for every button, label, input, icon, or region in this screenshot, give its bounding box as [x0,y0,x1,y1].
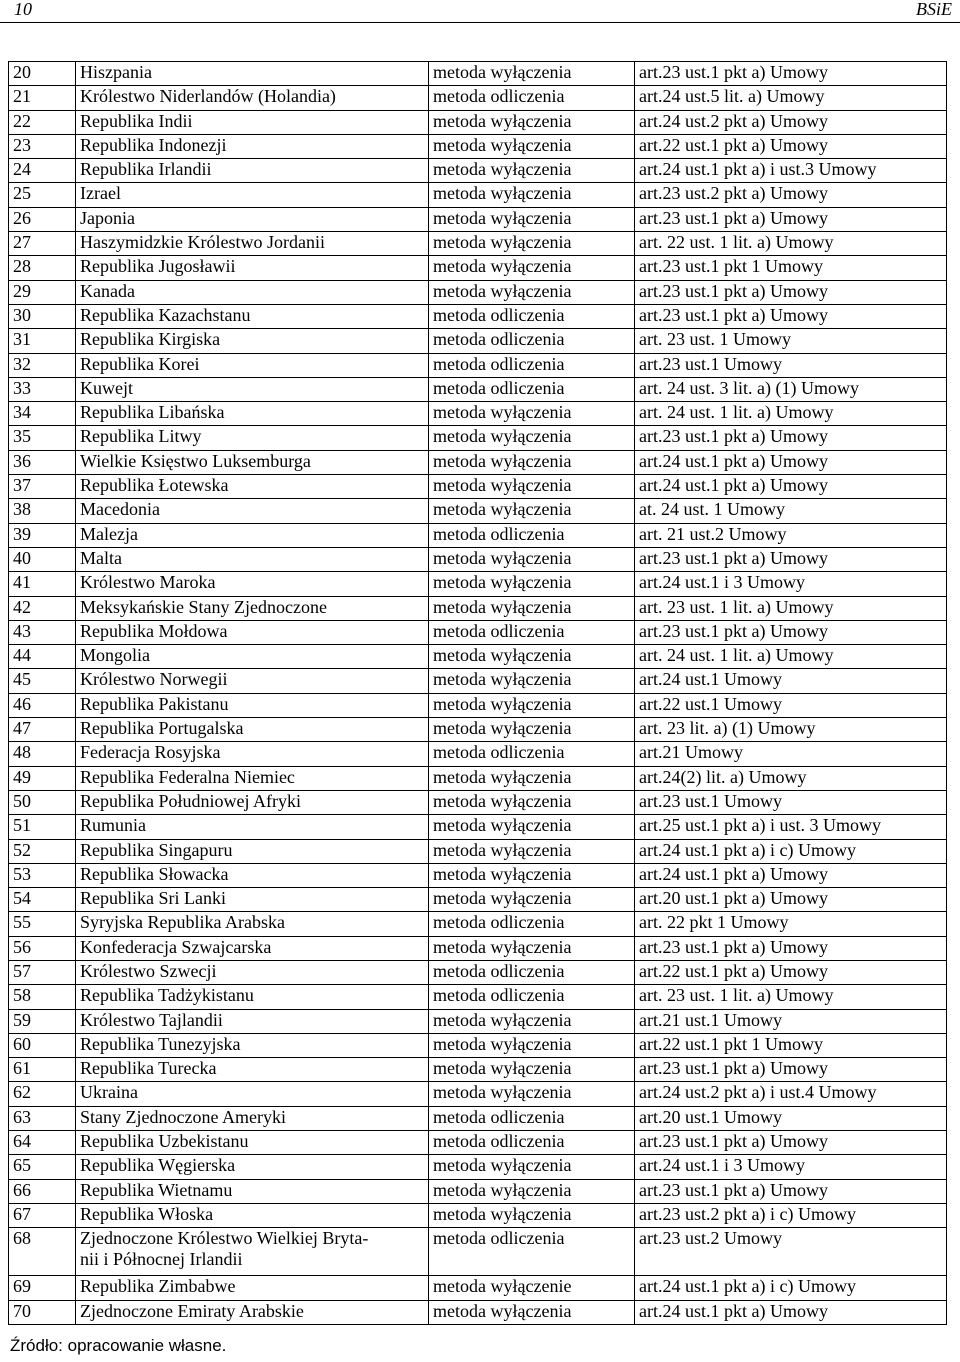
table-row [9,718,947,742]
table-row [9,450,947,474]
table-row [9,1203,947,1227]
method-cell: metoda odliczenia [429,377,635,401]
method-cell: metoda wyłączenia [429,693,635,717]
method-cell: metoda wyłączenia [429,183,635,207]
table-row [9,547,947,571]
legal-basis-cell: art.24(2) lit. a) Umowy [635,766,947,790]
table-row [9,669,947,693]
legal-basis-cell: art.23 ust.2 Umowy [635,1228,947,1276]
table-row [9,1106,947,1130]
country-name-cell: Republika Włoska [76,1203,429,1227]
row-number-cell: 37 [9,475,76,499]
legal-basis-cell: art.23 ust.1 pkt a) Umowy [635,304,947,328]
row-number-cell: 47 [9,718,76,742]
country-name-cell: Mongolia [76,645,429,669]
method-cell: metoda wyłączenia [429,402,635,426]
method-cell: metoda odliczenia [429,960,635,984]
legal-basis-cell: art.22 ust.1 Umowy [635,693,947,717]
country-name-cell: Republika Korei [76,353,429,377]
legal-basis-cell: art. 23 ust. 1 Umowy [635,329,947,353]
country-name-cell: Rumunia [76,815,429,839]
row-number-cell: 42 [9,596,76,620]
method-cell: metoda wyłączenia [429,256,635,280]
table-row [9,110,947,134]
legal-basis-cell: art.24 ust.1 i 3 Umowy [635,572,947,596]
table-row [9,426,947,450]
row-number-cell: 62 [9,1082,76,1106]
table-row [9,936,947,960]
country-name-cell: Republika Południowej Afryki [76,790,429,814]
method-cell: metoda wyłączenia [429,134,635,158]
country-name-cell: Republika Litwy [76,426,429,450]
legal-basis-cell: art.23 ust.2 pkt a) Umowy [635,183,947,207]
legal-basis-cell: art.21 ust.1 Umowy [635,1009,947,1033]
legal-basis-cell: art.20 ust.1 pkt a) Umowy [635,888,947,912]
country-name-cell: Zjednoczone Królestwo Wielkiej Bryta- nii i Północnej Irlandii [76,1228,429,1276]
table-row [9,1155,947,1179]
table-row [9,1131,947,1155]
legal-basis-cell: art.23 ust.1 pkt a) Umowy [635,1058,947,1082]
legal-basis-cell: art. 24 ust. 3 lit. a) (1) Umowy [635,377,947,401]
row-number-cell: 57 [9,960,76,984]
row-number-cell: 70 [9,1300,76,1324]
legal-basis-cell: art.21 Umowy [635,742,947,766]
row-number-cell: 53 [9,863,76,887]
country-name-cell: Republika Portugalska [76,718,429,742]
table-row [9,863,947,887]
row-number-cell: 66 [9,1179,76,1203]
legal-basis-cell: art.24 ust.2 pkt a) Umowy [635,110,947,134]
row-number-cell: 38 [9,499,76,523]
method-cell: metoda wyłączenia [429,766,635,790]
row-number-cell: 52 [9,839,76,863]
legal-basis-cell: art.22 ust.1 pkt a) Umowy [635,960,947,984]
country-name-cell: Japonia [76,207,429,231]
header-publication: BSiE [916,0,952,19]
legal-basis-cell: at. 24 ust. 1 Umowy [635,499,947,523]
table-row [9,280,947,304]
row-number-cell: 41 [9,572,76,596]
country-name-cell: Republika Turecka [76,1058,429,1082]
method-cell: metoda wyłączenia [429,280,635,304]
method-cell: metoda wyłączenia [429,426,635,450]
table-row [9,1179,947,1203]
country-name-cell: Republika Mołdowa [76,620,429,644]
method-cell: metoda odliczenia [429,353,635,377]
method-cell: metoda odliczenia [429,1228,635,1276]
method-cell: metoda wyłączenia [429,718,635,742]
country-name-cell: Republika Kirgiska [76,329,429,353]
table-row [9,766,947,790]
table-row [9,1009,947,1033]
row-number-cell: 49 [9,766,76,790]
row-number-cell: 40 [9,547,76,571]
table-row [9,839,947,863]
legal-basis-cell: art.23 ust.1 pkt a) Umowy [635,1179,947,1203]
method-cell: metoda wyłączenia [429,1058,635,1082]
row-number-cell: 24 [9,159,76,183]
row-number-cell: 32 [9,353,76,377]
method-cell: metoda odliczenia [429,86,635,110]
treaty-methods-table [8,61,947,1325]
country-name-cell: Republika Pakistanu [76,693,429,717]
method-cell: metoda wyłączenia [429,110,635,134]
method-cell: metoda odliczenia [429,912,635,936]
method-cell: metoda wyłączenie [429,1276,635,1300]
row-number-cell: 36 [9,450,76,474]
legal-basis-cell: art.24 ust.1 pkt a) i ust.3 Umowy [635,159,947,183]
table-row [9,183,947,207]
method-cell: metoda wyłączenia [429,1155,635,1179]
legal-basis-cell: art.24 ust.1 pkt a) Umowy [635,450,947,474]
row-number-cell: 68 [9,1228,76,1276]
method-cell: metoda wyłączenia [429,547,635,571]
legal-basis-cell: art.23 ust.1 pkt a) Umowy [635,1131,947,1155]
method-cell: metoda wyłączenia [429,669,635,693]
legal-basis-cell: art.23 ust.1 pkt a) Umowy [635,936,947,960]
table-row [9,256,947,280]
row-number-cell: 46 [9,693,76,717]
row-number-cell: 64 [9,1131,76,1155]
table-row [9,62,947,86]
method-cell: metoda odliczenia [429,329,635,353]
legal-basis-cell: art. 24 ust. 1 lit. a) Umowy [635,402,947,426]
table-row [9,960,947,984]
method-cell: metoda wyłączenia [429,499,635,523]
country-name-cell: Republika Słowacka [76,863,429,887]
country-name-cell: Republika Singapuru [76,839,429,863]
table-body [9,62,947,1325]
method-cell: metoda wyłączenia [429,159,635,183]
country-name-cell: Republika Sri Lanki [76,888,429,912]
row-number-cell: 45 [9,669,76,693]
method-cell: metoda wyłączenia [429,572,635,596]
table-row [9,888,947,912]
method-cell: metoda wyłączenia [429,1009,635,1033]
table-row [9,1033,947,1057]
row-number-cell: 55 [9,912,76,936]
row-number-cell: 54 [9,888,76,912]
table-row [9,159,947,183]
table-row [9,645,947,669]
country-name-cell: Republika Węgierska [76,1155,429,1179]
country-name-cell: Izrael [76,183,429,207]
country-name-cell: Syryjska Republika Arabska [76,912,429,936]
country-name-cell: Konfederacja Szwajcarska [76,936,429,960]
row-number-cell: 30 [9,304,76,328]
legal-basis-cell: art.22 ust.1 pkt 1 Umowy [635,1033,947,1057]
country-name-cell: Królestwo Tajlandii [76,1009,429,1033]
table-row [9,304,947,328]
method-cell: metoda wyłączenia [429,936,635,960]
method-cell: metoda odliczenia [429,304,635,328]
country-name-cell: Macedonia [76,499,429,523]
table-row [9,596,947,620]
table-row [9,377,947,401]
row-number-cell: 65 [9,1155,76,1179]
country-name-cell: Republika Tadżykistanu [76,985,429,1009]
legal-basis-cell: art.23 ust.1 Umowy [635,353,947,377]
row-number-cell: 34 [9,402,76,426]
method-cell: metoda wyłączenia [429,450,635,474]
legal-basis-cell: art. 24 ust. 1 lit. a) Umowy [635,645,947,669]
row-number-cell: 50 [9,790,76,814]
method-cell: metoda wyłączenia [429,1300,635,1324]
country-name-cell: Republika Irlandii [76,159,429,183]
country-name-cell: Republika Indonezji [76,134,429,158]
country-name-cell: Stany Zjednoczone Ameryki [76,1106,429,1130]
row-number-cell: 56 [9,936,76,960]
table-row [9,402,947,426]
row-number-cell: 29 [9,280,76,304]
row-number-cell: 33 [9,377,76,401]
country-name-cell: Królestwo Niderlandów (Holandia) [76,86,429,110]
legal-basis-cell: art.25 ust.1 pkt a) i ust. 3 Umowy [635,815,947,839]
country-name-cell: Malta [76,547,429,571]
country-name-cell: Malezja [76,523,429,547]
legal-basis-cell: art.23 ust.1 pkt a) Umowy [635,620,947,644]
table-row [9,523,947,547]
country-name-cell: Federacja Rosyjska [76,742,429,766]
row-number-cell: 20 [9,62,76,86]
method-cell: metoda wyłączenia [429,839,635,863]
method-cell: metoda odliczenia [429,1131,635,1155]
country-name-cell: Zjednoczone Emiraty Arabskie [76,1300,429,1324]
row-number-cell: 28 [9,256,76,280]
page-header [0,0,960,23]
legal-basis-cell: art.23 ust.1 pkt a) Umowy [635,547,947,571]
table-row [9,475,947,499]
legal-basis-cell: art.24 ust.5 lit. a) Umowy [635,86,947,110]
legal-basis-cell: art.24 ust.1 pkt a) Umowy [635,475,947,499]
row-number-cell: 43 [9,620,76,644]
legal-basis-cell: art.24 ust.1 pkt a) i c) Umowy [635,1276,947,1300]
method-cell: metoda odliczenia [429,620,635,644]
country-name-cell: Ukraina [76,1082,429,1106]
table-row [9,693,947,717]
legal-basis-cell: art. 23 ust. 1 lit. a) Umowy [635,596,947,620]
country-name-cell: Wielkie Księstwo Luksemburga [76,450,429,474]
legal-basis-cell: art.24 ust.1 Umowy [635,669,947,693]
legal-basis-cell: art.23 ust.1 Umowy [635,790,947,814]
country-name-cell: Haszymidzkie Królestwo Jordanii [76,232,429,256]
country-name-cell: Hiszpania [76,62,429,86]
method-cell: metoda odliczenia [429,985,635,1009]
method-cell: metoda wyłączenia [429,596,635,620]
table-row [9,1300,947,1324]
legal-basis-cell: art.23 ust.2 pkt a) i c) Umowy [635,1203,947,1227]
row-number-cell: 23 [9,134,76,158]
table-row [9,1228,947,1276]
country-name-cell: Republika Kazachstanu [76,304,429,328]
row-number-cell: 69 [9,1276,76,1300]
method-cell: metoda wyłączenia [429,1082,635,1106]
table-row [9,1276,947,1300]
method-cell: metoda wyłączenia [429,645,635,669]
row-number-cell: 58 [9,985,76,1009]
table-row [9,134,947,158]
row-number-cell: 25 [9,183,76,207]
page-number: 10 [14,0,32,19]
table-row [9,232,947,256]
row-number-cell: 51 [9,815,76,839]
row-number-cell: 63 [9,1106,76,1130]
method-cell: metoda odliczenia [429,1106,635,1130]
country-name-cell: Republika Indii [76,110,429,134]
method-cell: metoda wyłączenia [429,232,635,256]
table-row [9,1082,947,1106]
legal-basis-cell: art.22 ust.1 pkt a) Umowy [635,134,947,158]
table-row [9,353,947,377]
legal-basis-cell: art.23 ust.1 pkt a) Umowy [635,207,947,231]
country-name-cell: Republika Łotewska [76,475,429,499]
row-number-cell: 48 [9,742,76,766]
row-number-cell: 31 [9,329,76,353]
table-row [9,985,947,1009]
table-row [9,329,947,353]
row-number-cell: 22 [9,110,76,134]
row-number-cell: 60 [9,1033,76,1057]
table-row [9,620,947,644]
row-number-cell: 44 [9,645,76,669]
table-row [9,86,947,110]
country-name-cell: Republika Wietnamu [76,1179,429,1203]
table-row [9,499,947,523]
country-name-cell: Republika Federalna Niemiec [76,766,429,790]
legal-basis-cell: art. 22 ust. 1 lit. a) Umowy [635,232,947,256]
legal-basis-cell: art.24 ust.2 pkt a) i ust.4 Umowy [635,1082,947,1106]
legal-basis-cell: art. 23 lit. a) (1) Umowy [635,718,947,742]
legal-basis-cell: art.24 ust.1 i 3 Umowy [635,1155,947,1179]
row-number-cell: 35 [9,426,76,450]
row-number-cell: 67 [9,1203,76,1227]
country-name-cell: Kanada [76,280,429,304]
legal-basis-cell: art.23 ust.1 pkt a) Umowy [635,62,947,86]
row-number-cell: 26 [9,207,76,231]
method-cell: metoda wyłączenia [429,207,635,231]
method-cell: metoda wyłączenia [429,1203,635,1227]
row-number-cell: 39 [9,523,76,547]
legal-basis-cell: art. 21 ust.2 Umowy [635,523,947,547]
method-cell: metoda wyłączenia [429,790,635,814]
source-note: Źródło: opracowanie własne. [10,1336,227,1355]
country-name-cell: Meksykańskie Stany Zjednoczone [76,596,429,620]
legal-basis-cell: art. 23 ust. 1 lit. a) Umowy [635,985,947,1009]
row-number-cell: 61 [9,1058,76,1082]
legal-basis-cell: art.23 ust.1 pkt 1 Umowy [635,256,947,280]
country-name-cell: Królestwo Szwecji [76,960,429,984]
table-row [9,815,947,839]
legal-basis-cell: art.20 ust.1 Umowy [635,1106,947,1130]
table-row [9,912,947,936]
country-name-cell: Królestwo Maroka [76,572,429,596]
method-cell: metoda wyłączenia [429,62,635,86]
country-name-cell: Republika Libańska [76,402,429,426]
country-name-cell: Republika Zimbabwe [76,1276,429,1300]
legal-basis-cell: art.23 ust.1 pkt a) Umowy [635,426,947,450]
legal-basis-cell: art. 22 pkt 1 Umowy [635,912,947,936]
country-name-cell: Republika Jugosławii [76,256,429,280]
country-name-cell: Republika Tunezyjska [76,1033,429,1057]
row-number-cell: 59 [9,1009,76,1033]
row-number-cell: 21 [9,86,76,110]
method-cell: metoda wyłączenia [429,815,635,839]
country-name-cell: Królestwo Norwegii [76,669,429,693]
method-cell: metoda odliczenia [429,742,635,766]
country-name-cell: Kuwejt [76,377,429,401]
method-cell: metoda wyłączenia [429,1033,635,1057]
method-cell: metoda wyłączenia [429,888,635,912]
table-row [9,790,947,814]
legal-basis-cell: art.24 ust.1 pkt a) i c) Umowy [635,839,947,863]
method-cell: metoda wyłączenia [429,1179,635,1203]
method-cell: metoda odliczenia [429,523,635,547]
row-number-cell: 27 [9,232,76,256]
legal-basis-cell: art.24 ust.1 pkt a) Umowy [635,863,947,887]
table-row [9,572,947,596]
table-row [9,742,947,766]
table-row [9,207,947,231]
legal-basis-cell: art.24 ust.1 pkt a) Umowy [635,1300,947,1324]
country-name-cell: Republika Uzbekistanu [76,1131,429,1155]
method-cell: metoda wyłączenia [429,475,635,499]
method-cell: metoda wyłączenia [429,863,635,887]
legal-basis-cell: art.23 ust.1 pkt a) Umowy [635,280,947,304]
table-row [9,1058,947,1082]
